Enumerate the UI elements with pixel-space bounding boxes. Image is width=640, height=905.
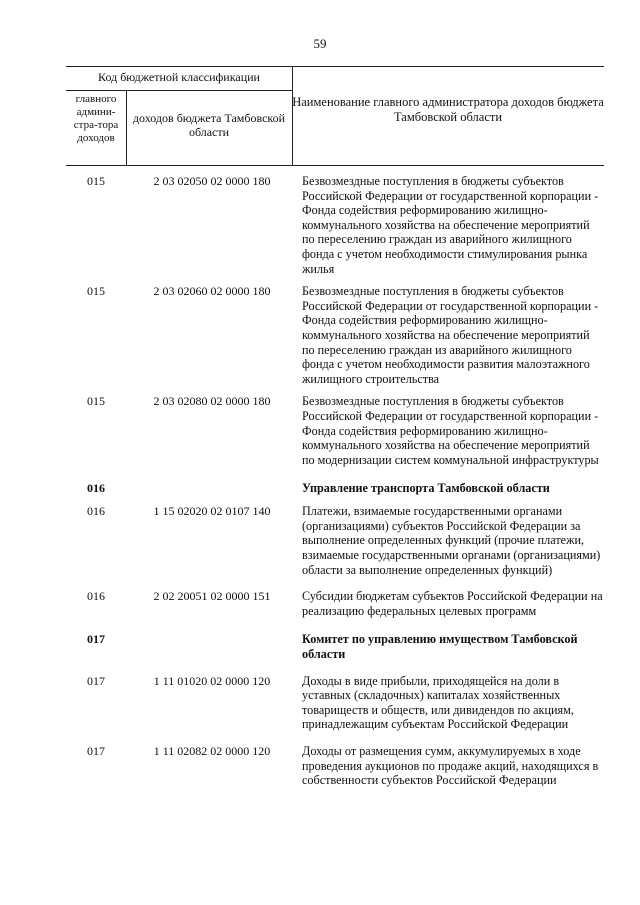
header-divider [66, 90, 292, 91]
revenue-code [126, 481, 292, 496]
revenue-code: 2 03 02080 02 0000 180 [153, 394, 271, 409]
table-row-section [66, 481, 604, 496]
admin-code: 017 [87, 744, 105, 758]
section-title: Комитет по управлению имуществом Тамбовской области [302, 632, 578, 662]
revenue-name: Платежи, взимаемые государственными органами (организациями) субъектов Российской Федерации за выполнение определенных функций (прочие платежи, взимаемые государственными органами (организациями) области за выполнение определенных функций) [302, 504, 601, 577]
admin-code: 016 [87, 481, 105, 496]
admin-code: 017 [87, 632, 105, 647]
table-row-section [66, 632, 604, 661]
header-group-label: Код бюджетной классификации [98, 70, 260, 84]
section-title: Управление транспорта Тамбовской области [302, 481, 550, 496]
revenue-code: 1 11 01020 02 0000 120 [153, 673, 271, 688]
header-admin-column: главного админи-стра-тора доходов [73, 93, 119, 144]
header-code-column: доходов бюджета Тамбовской области [132, 111, 286, 139]
revenue-code: 2 03 02050 02 0000 180 [153, 174, 271, 188]
admin-code: 017 [87, 673, 105, 688]
budget-classification-table [66, 66, 604, 788]
revenue-code: 2 03 02060 02 0000 180 [153, 284, 271, 299]
table-row [66, 674, 604, 732]
table-header [66, 66, 604, 166]
revenue-name: Субсидии бюджетам субъектов Российской Федерации на реализацию федеральных целевых программ [302, 589, 603, 618]
admin-code: 016 [87, 589, 105, 604]
revenue-name: Доходы в виде прибыли, приходящейся на доли в уставных (складочных) капиталах хозяйственных товариществ и обществ, или дивидендов по акциям, принадлежащим субъектам Российской Федерации [302, 673, 574, 732]
revenue-code: 1 15 02020 02 0107 140 [153, 504, 271, 519]
table-row [66, 174, 604, 276]
table-body [66, 174, 604, 788]
admin-code: 016 [87, 504, 105, 519]
table-row [66, 394, 604, 467]
header-name-column: Наименование главного администратора доходов бюджета Тамбовской области [292, 95, 604, 124]
revenue-code: 2 02 20051 02 0000 151 [153, 589, 271, 604]
header-bottom-rule [66, 165, 604, 166]
admin-code: 015 [87, 284, 105, 299]
table-row [66, 744, 604, 788]
page-number: 59 [313, 36, 327, 51]
header-vertical-rule-1 [126, 91, 127, 166]
revenue-name: Безвозмездные поступления в бюджеты субъектов Российской Федерации от государственной корпорации - Фонда содействия реформированию жилищно-коммунального хозяйства на обеспечение мероприятий по модернизации систем коммунальной инфраструктуры [302, 394, 599, 467]
admin-code: 015 [87, 174, 105, 188]
revenue-name: Безвозмездные поступления в бюджеты субъектов Российской Федерации от государственной корпорации - Фонда содействия реформированию жилищно-коммунального хозяйства на обеспечение мероприятий по переселению граждан из аварийного жилищного фонда с учетом необходимости стимулирования рынка жилья [302, 174, 599, 276]
table-row [66, 589, 604, 618]
table-row [66, 284, 604, 386]
revenue-name: Безвозмездные поступления в бюджеты субъектов Российской Федерации от государственной корпорации - Фонда содействия реформированию жилищно-коммунального хозяйства на обеспечение мероприятий по переселению граждан из аварийного жилищного фонда с учетом необходимости развития малоэтажного жилищного строительства [302, 284, 599, 386]
revenue-code: 1 11 02082 02 0000 120 [153, 744, 271, 758]
table-row [66, 504, 604, 577]
revenue-name: Доходы от размещения сумм, аккумулируемых в ходе проведения аукционов по продаже акций, находящихся в собственности субъектов Российской Федерации [302, 744, 599, 788]
admin-code: 015 [87, 394, 105, 409]
header-vertical-rule-2 [292, 67, 293, 166]
revenue-code [126, 632, 292, 661]
